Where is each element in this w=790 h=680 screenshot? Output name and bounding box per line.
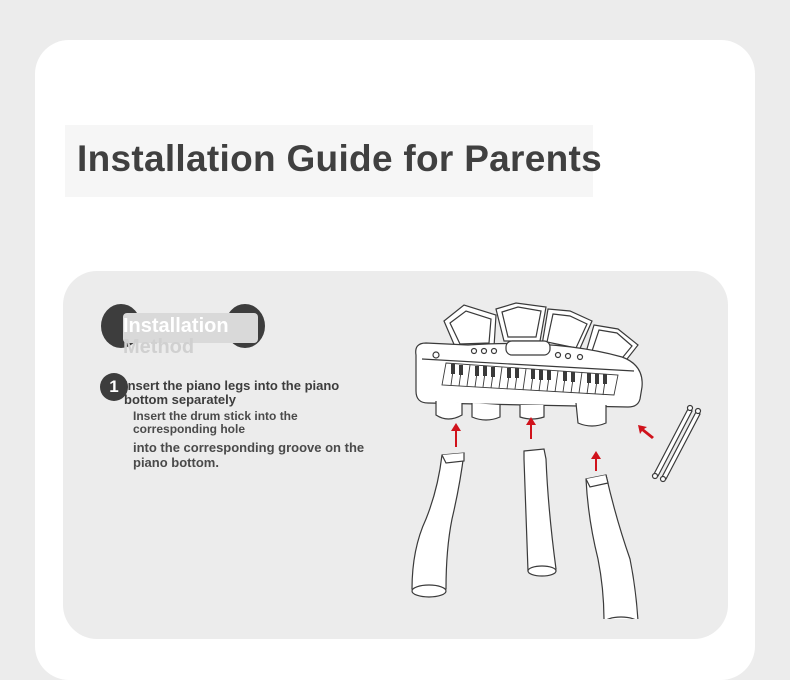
arrow-up-middle [526,417,536,439]
drum-sticks [653,406,701,482]
drum-pad-1 [444,305,496,349]
piano-leg-left [412,453,464,597]
piano-illustration [408,299,708,619]
drum-pad-2 [496,303,546,341]
arrow-up-left [451,423,461,447]
installation-panel [63,271,728,639]
step-groove-note: into the corresponding groove on the piano bottom. [133,440,365,470]
step-number-badge: 1 [100,373,128,401]
step-drum-stick-note: Insert the drum stick into the corresponding hole [133,409,298,436]
red-arrows [451,417,654,471]
arrow-stick [638,425,654,439]
content-card [35,40,755,680]
piano-leg-middle [524,449,556,576]
method-title [123,316,263,358]
method-title-line1: Installation [123,315,229,337]
piano-leg-right [586,475,638,619]
arrow-up-right [591,451,601,471]
method-title-line2: Method [123,336,195,358]
step-instruction: Insert the piano legs into the piano bottom separately [124,378,340,407]
page-title: Installation Guide for Parents [77,138,603,179]
